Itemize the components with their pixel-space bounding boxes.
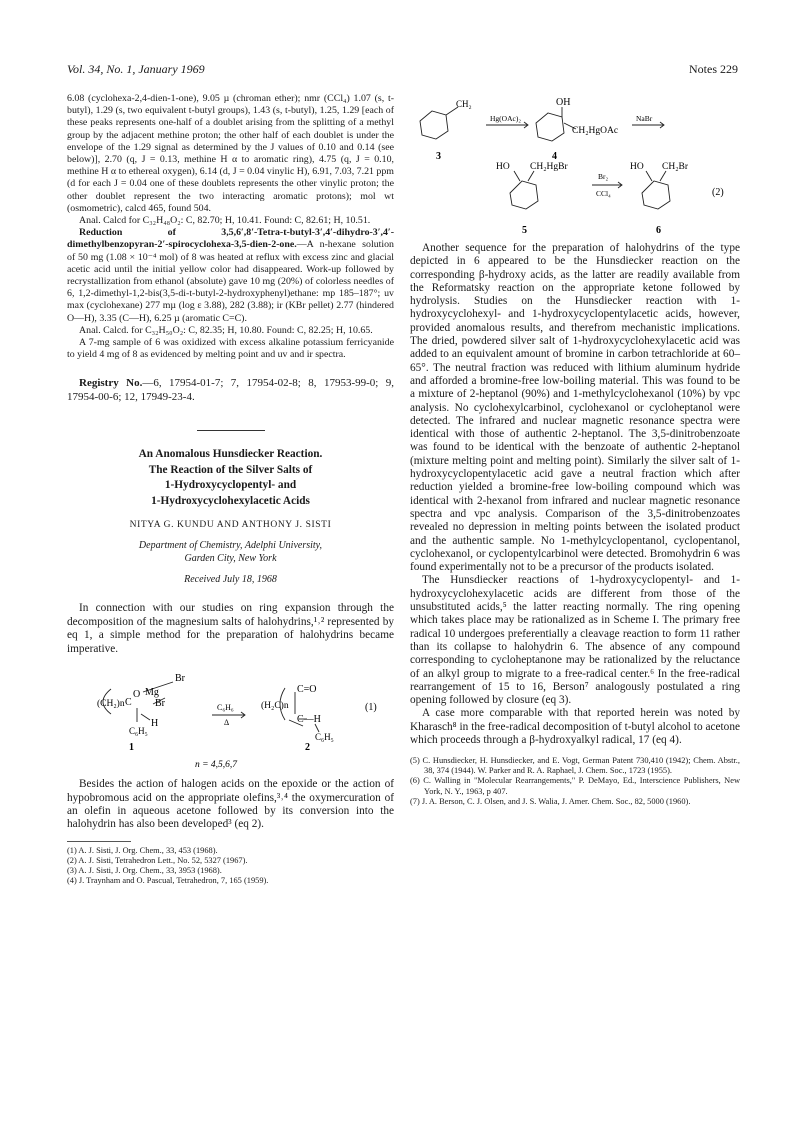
hydroxyl-label: OH bbox=[556, 97, 571, 108]
oxidation-paragraph: A 7-mg sample of 6 was oxidized with excess alkaline potassium ferricyanide to yield 4 mg of 8 as evidenced by melting point and uv and ir spectra. bbox=[67, 337, 394, 361]
n-values: n = 4,5,6,7 bbox=[195, 760, 238, 771]
ch2-group: CH₂ bbox=[456, 99, 472, 109]
h-atom: H bbox=[151, 718, 159, 730]
equation-number-1: (1) bbox=[365, 702, 377, 714]
right-footnotes bbox=[410, 756, 740, 806]
running-header-page: Notes 229 bbox=[689, 62, 738, 76]
registry-label: Registry No. bbox=[79, 377, 143, 390]
reagent-mercuric-acetate: Hg(OAc)₂ bbox=[490, 114, 521, 123]
footnote: (6) C. Walling in "Molecular Rearrangements," P. DeMayo, Ed., Interscience Publishers, New York, N. Y., 1963, p 407. bbox=[410, 776, 740, 796]
mg-label: Br bbox=[175, 673, 185, 685]
equation-2-diagram bbox=[410, 93, 740, 241]
ch-group: C—H bbox=[297, 714, 321, 726]
compound-6-label: 6 bbox=[656, 225, 661, 236]
footnote: (4) J. Traynham and O. Pascual, Tetrahedron, 7, 165 (1959). bbox=[67, 876, 269, 885]
left-footnotes bbox=[67, 846, 394, 886]
compound-2-label: 2 bbox=[305, 742, 310, 754]
phenyl-group: C₆H₅ bbox=[129, 726, 148, 737]
reduction-paragraph bbox=[67, 227, 394, 325]
footnote: (1) A. J. Sisti, J. Org. Chem., 33, 453 (1968). bbox=[67, 845, 218, 855]
equation-1-scheme bbox=[67, 664, 394, 774]
ring-ch2n: (CH₂)n bbox=[97, 699, 125, 710]
left-column bbox=[67, 93, 394, 886]
affiliation bbox=[67, 539, 394, 565]
analysis-paragraph-2: Anal. Calcd. for C₃₂H₅₀O₂: C, 82.35; H, 10.80. Found: C, 82.25; H, 10.65. bbox=[79, 324, 373, 336]
reagent-sodium-bromide: NaBr bbox=[636, 114, 653, 123]
ch2hgbr-group: CH₂HgBr bbox=[530, 162, 568, 172]
ch2br-group: CH₂Br bbox=[662, 162, 689, 172]
right-column bbox=[410, 242, 740, 807]
c-atom: C bbox=[125, 697, 132, 709]
nmr-data-paragraph: 6.08 (cyclohexa-2,4-dien-1-one), 9.05 µ (chroman ether); nmr (CCl₄) 1.07 (s, t-butyl), 1.29 (s, two equivalent t-butyl groups), 1.43 (s, t-butyl), 1.25, 1.29 [each of these peaks represents one-half of a doublet arising from the splitting of a methyl group by the adjacent methine proton; the other half of each doublet is under the envelope of the 1.29 signal as determined by the J values of 0.10 and 0.14 (see below)], 2.70 (q, J = 0.13, methine H α to aromatic ring), 4.75 (q, J = 0.10, methine H α to ethereal oxygen), 6.14 (d, J = 0.04 vinylic H), 6.91, 7.03, 7.21 ppm (d for each J = 0.04 one of these doublets represents the other vinylic proton; the other doublet represent the two interacting aromatic protons); mol wt (osmometric), calcd 465, found 504. bbox=[67, 93, 394, 214]
reagent-benzene: C₆H₆ bbox=[217, 703, 234, 713]
equation-number-2: (2) bbox=[712, 187, 724, 198]
reagent-ccl4: CCl₄ bbox=[596, 189, 611, 198]
registry-values: —6, 17954-01-7; 7, 17954-02-8; 8, 17953-99-0; 9, 17954-00-6; 12, 17949-23-4. bbox=[67, 377, 394, 403]
phenyl-group-product: C₆H₅ bbox=[315, 732, 334, 743]
br-atom: Br bbox=[155, 698, 165, 710]
title-line: 1-Hydroxycyclohexylacetic Acids bbox=[151, 494, 310, 507]
o-atom: O bbox=[133, 689, 141, 701]
footnote: (2) A. J. Sisti, Tetrahedron Lett., No. 52, 5327 (1967). bbox=[67, 855, 248, 865]
footnote: (7) J. A. Berson, C. J. Olsen, and J. S. Walia, J. Amer. Chem. Soc., 82, 5000 (1960). bbox=[410, 796, 691, 806]
article-title bbox=[67, 447, 394, 509]
intro-paragraph: In connection with our studies on ring expansion through the decomposition of the magnesium salts of halohydrins,¹˒² represented by eq 1, a simple method for the preparation of halohydrins became imperative. bbox=[67, 602, 394, 655]
received-date: Received July 18, 1968 bbox=[184, 574, 277, 586]
heat-symbol: Δ bbox=[224, 718, 230, 728]
running-header-journal: Vol. 34, No. 1, January 1969 bbox=[67, 62, 205, 76]
compound-4-label: 4 bbox=[552, 151, 557, 162]
title-line: 1-Hydroxycyclopentyl- and bbox=[164, 479, 297, 492]
title-line: The Reaction of the Silver Salts of bbox=[148, 463, 313, 476]
compound-1-label: 1 bbox=[129, 742, 134, 754]
mechanism-paragraph: The Hunsdiecker reactions of 1-hydroxycyclopentyl- and 1-hydroxycyclohexylacetic acids are different from those of the unsubstituted acids,⁵ the latter reacting normally. The ring opening which takes place may be rationalized as in Scheme I. The primary free radical 10 undergoes preferentially a cleavage reaction to form 11 rather than its collapse to halohydrin 6. The absence of any compound corresponding to cycloheptanone may be rationalized by the reluctance of an alkyl group to migrate to a free-radical center.⁶ In the free-radical rearrangement of 15 to 16, Berson⁷ analogously postulated a ring opening followed by closure (eq 3). bbox=[410, 574, 740, 707]
compound-5-label: 5 bbox=[522, 225, 527, 236]
title-line: An Anomalous Hunsdiecker Reaction. bbox=[138, 448, 323, 461]
kharasch-paragraph: A case more comparable with that reported herein was noted by Kharasch⁸ in the free-radical decomposition of t-butyl alcohol to acetone which proceeds through a β-hydroxyalkyl radical, 17 (eq 4). bbox=[410, 707, 740, 746]
equation-1-diagram bbox=[67, 664, 394, 774]
equation-2-scheme bbox=[410, 93, 740, 241]
section-divider bbox=[197, 430, 265, 431]
article-authors: NITYA G. KUNDU AND ANTHONY J. SISTI bbox=[129, 520, 332, 531]
halohydrin-methods-paragraph: Besides the action of halogen acids on the epoxide or the action of hypobromous acid on the appropriate olefins,³˒⁴ the oxymercuration of an olefin in aqueous acetone followed by its conversion into the halohydrin has also been developed³ (eq 2). bbox=[67, 778, 394, 831]
carbonyl-group: C=O bbox=[297, 684, 317, 696]
footnote: (5) C. Hunsdiecker, H. Hunsdiecker, and E. Vogt, German Patent 730,410 (1942); Chem. Abstr., 38, 374 (1944). W. Parker and R. A. Raphael, J. Chem. Soc., 1723 (1955). bbox=[410, 756, 740, 776]
ring-h2cn: (H₂C)n bbox=[261, 701, 289, 712]
affiliation-line: Department of Chemistry, Adelphi University, bbox=[138, 540, 323, 552]
footnote-divider bbox=[67, 841, 131, 842]
compound-3-label: 3 bbox=[436, 151, 441, 162]
ho-label-5: HO bbox=[496, 162, 510, 172]
reduction-body: —A n-hexane solution of 50 mg (1.08 × 10⁻⁴ mol) of 8 was heated at reflux with excess zinc and glacial acetic acid until the initial yellow color had disappeared. Work-up followed by recrystallization from ethanol (absolute) gave 10 mg (20%) of colorless needles of 6, 1,2-dimethyl-1,2-bis(3,5-di-t-butyl-2-hydroxyphenyl)ethane: mp 185–187°; uv max (cyclohexane) 277 mµ (log ε 3.88), 282 (3.88); ir (KBr pellet) 2.77 (hindered O—H), 3.35 (C—H), 6.25 µ (aromatic C=C). bbox=[67, 239, 394, 324]
hunsdiecker-paragraph: Another sequence for the preparation of halohydrins of the type depicted in 6 appeared to be the Hunsdiecker reaction on the corresponding β-hydroxy acids, as the latter are readily available from the Reformatsky reaction on the appropriate ketone followed by hydrolysis. Studies on the Hunsdiecker reaction with 1-hydroxycyclohexyl- and 1-hydroxycyclopentylacetic acids, however, provided anomalous results, and therefrom mechanistic implications. The dried, powdered silver salt of 1-hydroxycyclohexylacetic acid was added to an equivalent amount of bromine in carbon tetrachloride at 60–65°. The neutral fraction was reduced with lithium aluminum hydride and afforded a bromine-free low-boiling material. This was found to be a mixture of 2-heptanol (90%) and 1-methylcyclohexanol (10%) by vpc analysis. No cyclohexylcarbinol, cyclohexanol or cycloheptanol were detected. The infrared and nuclear magnetic resonance spectra were identical with those of authentic 2-heptanol. The 3,5-dinitrobenzoate was found to be identical with the benzoate of authentic 2-heptanol (mixture melting point and melting point). Similarly the silver salt of 1-hydroxycyclopentylacetic acid gave a neutral fraction which after reduction yielded a bromine-free low-boiling compound which was identical with 2-hexanol from infrared and nuclear magnetic resonance spectra and vpc analysis. Comparison of the 3,5-dinitrobenzoates revealed no depression in melting points between the isolated product and the authentic sample. No 1-methylcyclopentanol, cyclopentanol, cyclohexanol, or cyclopentylcarbinol were detected. Bromohydrin 6 was found experimentally not to be a precursor of the products isolated. bbox=[410, 242, 740, 574]
footnote: (3) A. J. Sisti, J. Org. Chem., 33, 3953 (1968). bbox=[67, 865, 222, 875]
ch2hgoac-group: CH₂HgOAc bbox=[572, 126, 619, 136]
analysis-paragraph-1: Anal. Calcd for C₃₂H₄₈O₂: C, 82.70; H, 10.41. Found: C, 82.61; H, 10.51. bbox=[79, 215, 371, 227]
reagent-bromine: Br₂ bbox=[598, 172, 609, 181]
ho-label-6: HO bbox=[630, 162, 644, 172]
reduction-heading: Reduction of 3,5,6′,8′-Tetra-t-butyl-3′,4′-dihydro-3′,4′-dimethylbenzopyran-2′-spirocyclohexa-3,5-dien-2-one. bbox=[67, 227, 394, 251]
affiliation-line: Garden City, New York bbox=[184, 553, 277, 565]
registry-numbers bbox=[67, 377, 394, 404]
mg-atom: Mg bbox=[145, 687, 159, 699]
